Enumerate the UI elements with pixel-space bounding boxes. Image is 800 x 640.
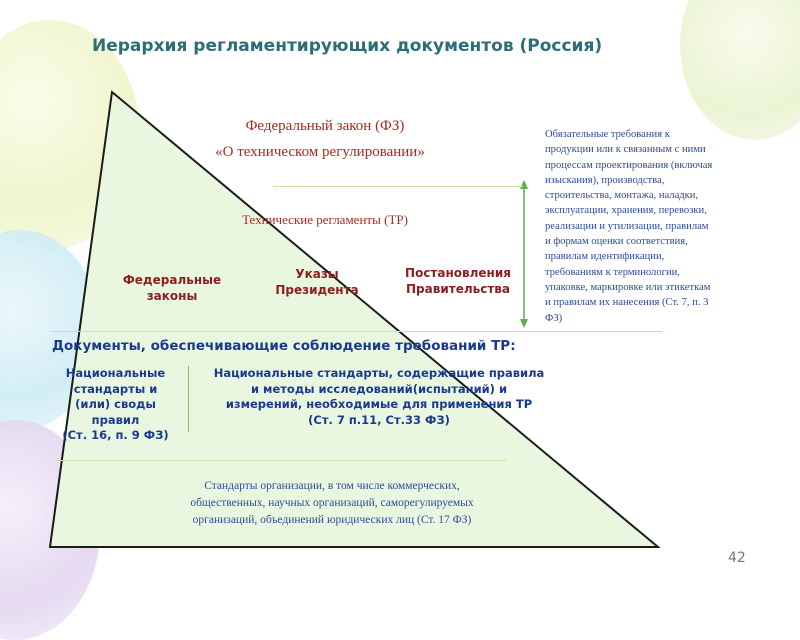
federal-law-name: «О техническом регулировании»: [215, 144, 425, 160]
vertical-divider: [188, 366, 189, 432]
president-decrees-label: Указы Президента: [275, 267, 359, 297]
mandatory-requirements-note: Обязательные требования к продукции или к связанным с ними процессам проектирования (включая изыскания), производства, строительства, монтажа, наладки, эксплуатации, хранения, перевозки, реализации и утилизации, правилам и формам оценки соответствия, правилам идентификации, требованиям к терминологии, упаковке, маркировке или этикеткам и правилам их нанесения (Ст. 7, п. 3 ФЗ): [545, 129, 713, 324]
divider: [273, 186, 523, 187]
national-standards-right: Национальные стандарты, содержащие правила и методы исследований(испытаний) и измерений, необходимые для применения ТР (Ст. 7 п.11, Ст.33 ФЗ): [213, 366, 545, 427]
organization-standards: Стандарты организации, в том числе коммерческих, общественных, научных организаций, саморегулируемых организаций, объединений юридических лиц (Ст. 17 ФЗ): [190, 480, 474, 526]
page-number: 42: [728, 550, 746, 566]
government-resolutions-label: Постановления Правительства: [405, 266, 511, 296]
page-title: Иерархия регламентирующих документов (Россия): [92, 36, 603, 56]
federal-laws-label: Федеральные законы: [122, 273, 222, 303]
technical-regulations-label: Технические регламенты (ТР): [242, 212, 408, 227]
range-arrow-icon: [520, 180, 528, 328]
divider: [56, 460, 506, 461]
supporting-documents-header: Документы, обеспечивающие соблюдение требований ТР:: [52, 338, 516, 354]
national-standards-left: Национальные стандарты и (или) своды правил (Ст. 16, п. 9 ФЗ): [62, 366, 169, 442]
federal-law-title: Федеральный закон (ФЗ): [245, 118, 405, 134]
divider: [52, 331, 662, 332]
